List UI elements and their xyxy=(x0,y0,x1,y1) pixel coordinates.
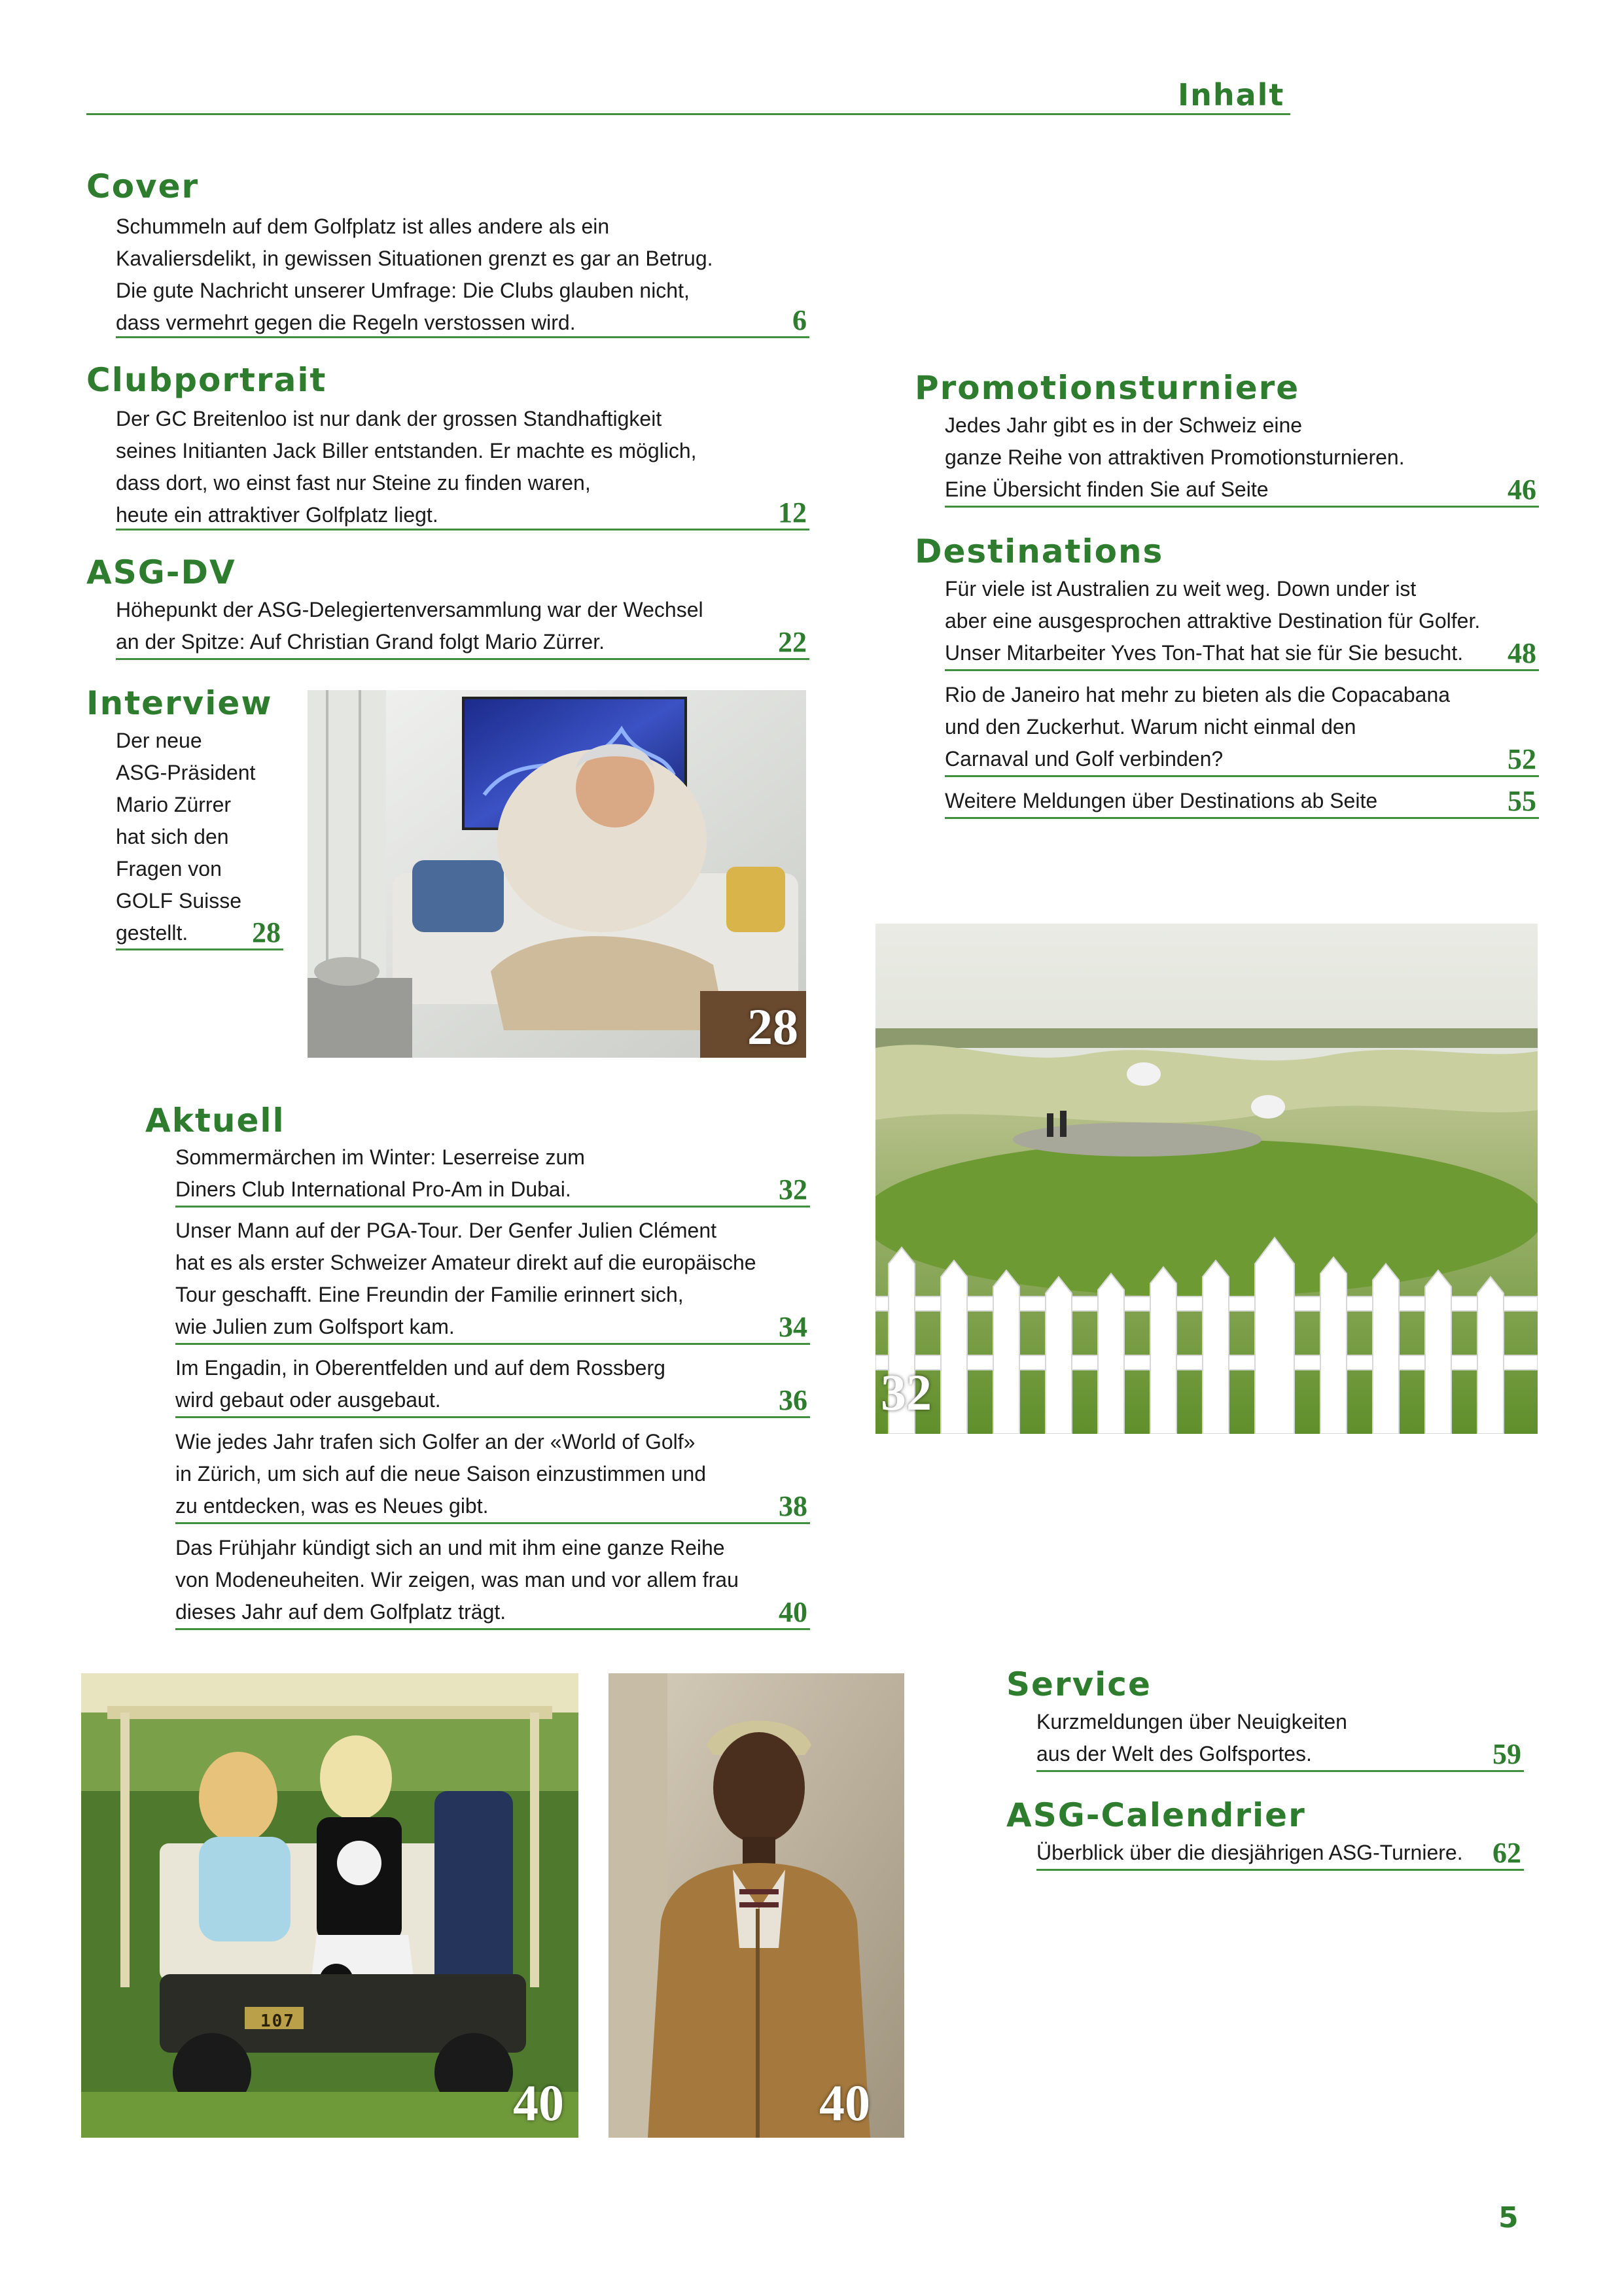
toc-entry-text: Schummeln auf dem Golfplatz ist alles andere als ein Kavaliersdelikt, in gewissen Situationen grenzt es gar an Betrug. Die gute Nachricht unserer Umfrage: Die Clubs glauben nicht, dass vermehrt gegen die Regeln verstossen wird. xyxy=(116,215,713,334)
toc-entry-aktuell-2[interactable] xyxy=(175,1215,810,1345)
golfcart-photo-image xyxy=(81,1673,578,2138)
section-title-asgdv: ASG-DV xyxy=(86,553,236,591)
toc-entry-asgdv[interactable] xyxy=(116,594,809,660)
toc-page-number: 46 xyxy=(1508,474,1536,506)
interview-photo-image xyxy=(308,690,806,1058)
toc-entry-text: Das Frühjahr kündigt sich an und mit ihm eine ganze Reihe von Modeneuheiten. Wir zeigen, was man und vor allem frau dieses Jahr auf dem Golfplatz trägt. xyxy=(175,1536,739,1624)
toc-entry-text: Weitere Meldungen über Destinations ab Seite xyxy=(945,789,1378,812)
toc-entry-aktuell-3[interactable] xyxy=(175,1352,810,1418)
golfcourse-photo xyxy=(875,924,1538,1434)
section-title-promotionsturniere: Promotionsturniere xyxy=(915,369,1300,407)
toc-page-number: 59 xyxy=(1492,1738,1521,1770)
toc-entry-clubportrait[interactable] xyxy=(116,403,809,531)
section-title-destinations: Destinations xyxy=(915,532,1164,570)
golfcourse-photo-label: 32 xyxy=(881,1364,932,1421)
toc-page-number: 6 xyxy=(792,304,807,336)
toc-entry-text: Der neue ASG-Präsident Mario Zürrer hat sich den Fragen von GOLF Suisse gestellt. xyxy=(116,729,256,945)
section-title-clubportrait: Clubportrait xyxy=(86,361,327,399)
toc-entry-text: Sommermärchen im Winter: Leserreise zum Diners Club International Pro-Am in Dubai. xyxy=(175,1145,585,1201)
interview-photo-label: 28 xyxy=(747,998,798,1055)
toc-entry-text: Rio de Janeiro hat mehr zu bieten als die Copacabana und den Zuckerhut. Warum nicht einmal den Carnaval und Golf verbinden? xyxy=(945,683,1451,771)
jacket-photo-label: 40 xyxy=(819,2074,870,2131)
toc-entry-cover[interactable] xyxy=(116,211,809,338)
toc-entry-destinations-3[interactable] xyxy=(945,785,1539,819)
toc-entry-text: Für viele ist Australien zu weit weg. Down under ist aber eine ausgesprochen attraktive Destination für Golfer. Unser Mitarbeiter Yves Ton-That hat sie für Sie besucht. xyxy=(945,577,1481,665)
page-header-title: Inhalt xyxy=(1178,77,1285,113)
toc-page-number: 48 xyxy=(1508,637,1536,669)
header-rule xyxy=(86,113,1290,115)
toc-entry-aktuell-1[interactable] xyxy=(175,1141,810,1208)
toc-page-number: 12 xyxy=(778,496,807,529)
section-title-calendrier: ASG-Calendrier xyxy=(1006,1796,1306,1834)
golfcourse-photo-image xyxy=(875,924,1538,1434)
toc-page-number: 34 xyxy=(779,1311,807,1343)
golfcart-photo xyxy=(81,1673,578,2138)
toc-page-number: 38 xyxy=(779,1490,807,1522)
page-number: 5 xyxy=(1498,2201,1519,2235)
golfcart-photo-label: 40 xyxy=(513,2074,564,2131)
toc-entry-text: Jedes Jahr gibt es in der Schweiz eine ganze Reihe von attraktiven Promotionsturnieren. Eine Übersicht finden Sie auf Seite xyxy=(945,413,1405,501)
section-title-service: Service xyxy=(1006,1665,1152,1703)
toc-entry-text: Höhepunkt der ASG-Delegiertenversammlung war der Wechsel an der Spitze: Auf Christian Grand folgt Mario Zürrer. xyxy=(116,598,703,653)
toc-entry-text: Unser Mann auf der PGA-Tour. Der Genfer Julien Clément hat es als erster Schweizer Amateur direkt auf die europäische Tour geschafft. Eine Freundin der Familie erinnert sich, wie Julien zum Golfsport kam. xyxy=(175,1219,756,1338)
toc-entry-destinations-2[interactable] xyxy=(945,679,1539,777)
toc-entry-text: Überblick über die diesjährigen ASG-Turniere. xyxy=(1036,1841,1463,1864)
toc-entry-calendrier[interactable] xyxy=(1036,1837,1524,1871)
toc-entry-aktuell-5[interactable] xyxy=(175,1532,810,1630)
toc-page-number: 55 xyxy=(1508,785,1536,817)
toc-page-number: 28 xyxy=(252,916,281,948)
section-title-interview: Interview xyxy=(86,684,273,722)
toc-entry-interview[interactable] xyxy=(116,725,283,950)
toc-page-number: 36 xyxy=(779,1384,807,1416)
jacket-photo xyxy=(609,1673,904,2138)
toc-entry-text: Wie jedes Jahr trafen sich Golfer an der «World of Golf» in Zürich, um sich auf die neue Saison einzustimmen und zu entdecken, was es Neues gibt. xyxy=(175,1430,707,1518)
toc-entry-text: Der GC Breitenloo ist nur dank der grossen Standhaftigkeit seines Initianten Jack Biller entstanden. Er machte es möglich, dass dort, wo einst fast nur Steine zu finden waren, heute ein attraktiver Golfplatz liegt. xyxy=(116,407,697,527)
toc-page-number: 32 xyxy=(779,1174,807,1206)
toc-entry-destinations-1[interactable] xyxy=(945,573,1539,671)
jacket-photo-image xyxy=(609,1673,904,2138)
toc-page-number: 62 xyxy=(1492,1837,1521,1869)
toc-entry-service[interactable] xyxy=(1036,1706,1524,1772)
section-title-cover: Cover xyxy=(86,167,200,205)
toc-entry-promotionsturniere[interactable] xyxy=(945,409,1539,508)
toc-page-number: 40 xyxy=(779,1596,807,1628)
toc-entry-text: Kurzmeldungen über Neuigkeiten aus der Welt des Golfsportes. xyxy=(1036,1710,1347,1765)
toc-page-number: 22 xyxy=(778,626,807,658)
toc-entry-text: Im Engadin, in Oberentfelden und auf dem Rossberg wird gebaut oder ausgebaut. xyxy=(175,1356,665,1412)
toc-page-number: 52 xyxy=(1508,743,1536,775)
section-title-aktuell: Aktuell xyxy=(145,1102,285,1139)
interview-photo xyxy=(308,690,806,1058)
cart-number-plate: 107 xyxy=(260,2011,295,2031)
toc-entry-aktuell-4[interactable] xyxy=(175,1426,810,1524)
